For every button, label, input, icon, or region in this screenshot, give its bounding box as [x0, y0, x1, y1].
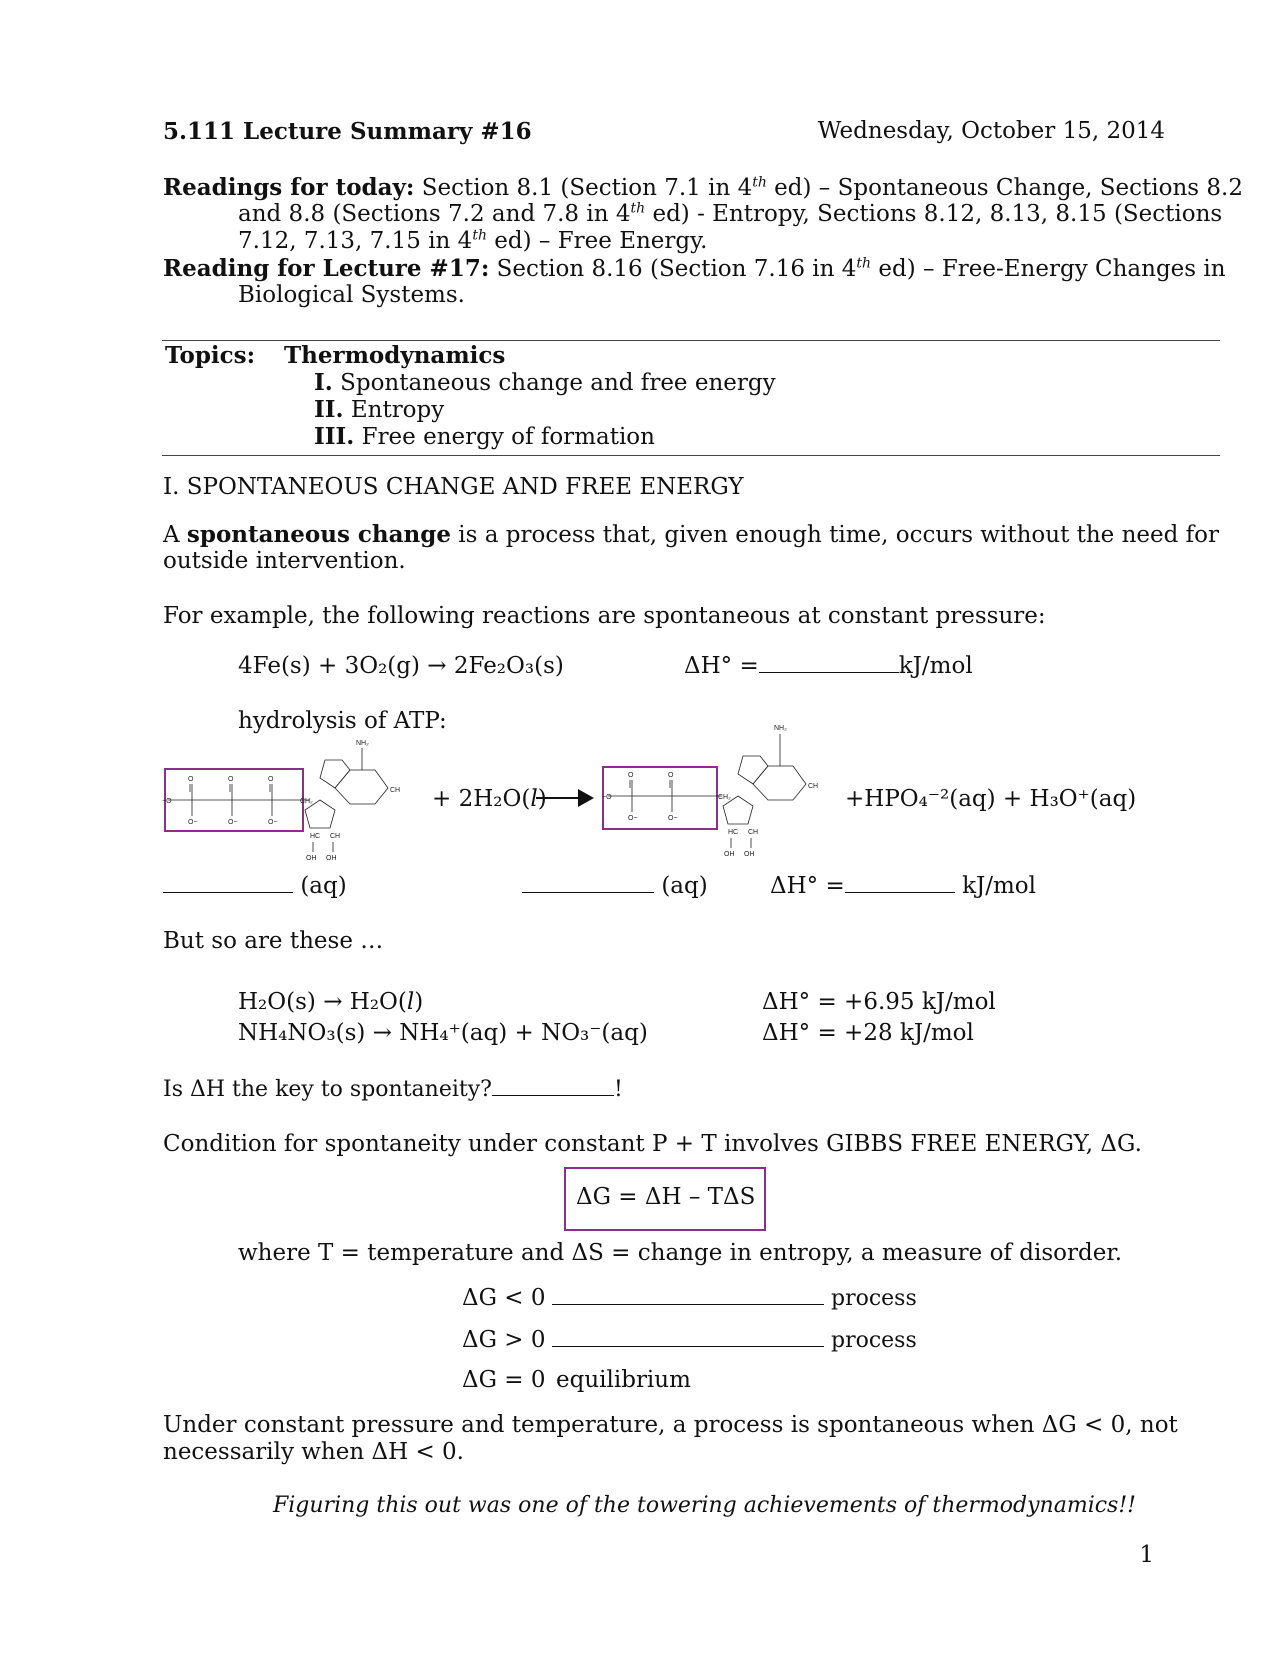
atp-products: +HPO₄⁻²(aq) + H₃O⁺(aq) — [845, 786, 1137, 812]
topics-label: Topics: — [165, 342, 256, 369]
atp-molecule — [160, 730, 440, 874]
dg-positive: ΔG > 0 — [462, 1327, 546, 1353]
svg-text:O−: O− — [668, 815, 678, 822]
topic-item: I. Spontaneous change and free energy — [314, 369, 776, 396]
svg-text:CH: CH — [748, 829, 759, 836]
definition-line2: outside intervention. — [163, 548, 406, 574]
definition-line1: A spontaneous change is a process that, given enough time, occurs without the need for — [163, 521, 1220, 548]
svg-text:O: O — [668, 772, 674, 779]
dg-negative: ΔG < 0 — [462, 1285, 546, 1311]
gibbs-definitions: where T = temperature and ΔS = change in entropy, a measure of disorder. — [238, 1240, 1123, 1266]
readings-today-line3: 7.12, 7.13, 7.15 in 4th ed) – Free Energy. — [238, 227, 708, 254]
svg-text:OH: OH — [724, 851, 735, 858]
answer-blank[interactable] — [552, 1328, 824, 1347]
svg-text:CH₂: CH₂ — [300, 798, 313, 805]
topics-top-rule — [162, 340, 1220, 341]
svg-text:O−: O− — [188, 819, 198, 826]
answer-blank[interactable] — [845, 874, 955, 893]
svg-text:HC: HC — [310, 833, 321, 840]
reaction-iron-oxidation: 4Fe(s) + 3O₂(g) → 2Fe₂O₃(s) — [238, 653, 564, 679]
svg-text:−O: −O — [602, 794, 612, 801]
readings-today-line1: Readings for today: Section 8.1 (Section 7.1 in 4th ed) – Spontaneous Change, Sections 8.2 — [163, 174, 1244, 201]
reaction-ice-enthalpy: ΔH° = +6.95 kJ/mol — [762, 989, 996, 1015]
topic-item: II. Entropy — [314, 396, 445, 423]
svg-text:O: O — [628, 772, 634, 779]
svg-text:CH: CH — [390, 787, 401, 794]
readings-today-label: Readings for today: — [163, 174, 415, 201]
dg-positive-line: process — [552, 1327, 917, 1354]
svg-text:OH: OH — [326, 855, 337, 862]
arrow-head-icon — [578, 789, 594, 807]
definition-term: spontaneous change — [186, 521, 451, 548]
readings-next-label: Reading for Lecture #17: — [163, 255, 490, 282]
svg-text:CH₂: CH₂ — [718, 794, 731, 801]
example-intro: For example, the following reactions are spontaneous at constant pressure: — [163, 603, 1046, 629]
readings-next-line1: Reading for Lecture #17: Section 8.16 (Section 7.16 in 4th ed) – Free-Energy Changes in — [163, 255, 1226, 282]
atp-water-reactant: + 2H₂O(l) — [432, 786, 547, 812]
atp-name-line: (aq) — [163, 873, 347, 900]
answer-blank[interactable] — [759, 654, 899, 673]
atp-label: hydrolysis of ATP: — [238, 708, 447, 734]
dg-zero: ΔG = 0 — [462, 1367, 546, 1393]
svg-text:O: O — [228, 776, 234, 783]
gibbs-equation: ΔG = ΔH – TΔS — [576, 1184, 756, 1210]
svg-text:O−: O− — [268, 819, 278, 826]
svg-text:CH: CH — [808, 783, 819, 790]
lecture-title: 5.111 Lecture Summary #16 — [163, 118, 532, 145]
reaction-iron-enthalpy: ΔH° = kJ/mol — [684, 653, 973, 679]
reaction-ammonium-nitrate: NH₄NO₃(s) → NH₄⁺(aq) + NO₃⁻(aq) — [238, 1020, 648, 1046]
spontaneity-question: Is ΔH the key to spontaneity? ! — [163, 1077, 623, 1102]
section-heading: I. SPONTANEOUS CHANGE AND FREE ENERGY — [163, 474, 744, 500]
svg-text:NH₂: NH₂ — [774, 725, 787, 732]
svg-text:O: O — [268, 776, 274, 783]
but-so-text: But so are these … — [163, 928, 384, 954]
svg-text:CH: CH — [330, 833, 341, 840]
lecture-date: Wednesday, October 15, 2014 — [817, 118, 1165, 144]
answer-blank[interactable] — [552, 1286, 824, 1305]
answer-blank[interactable] — [492, 1077, 614, 1096]
answer-blank[interactable] — [522, 874, 654, 893]
gibbs-condition: Condition for spontaneity under constant P + T involves GIBBS FREE ENERGY, ΔG. — [163, 1131, 1142, 1157]
svg-text:O−: O− — [228, 819, 238, 826]
reaction-ammonium-enthalpy: ΔH° = +28 kJ/mol — [762, 1020, 974, 1046]
svg-text:OH: OH — [306, 855, 317, 862]
svg-text:−O: −O — [162, 798, 172, 805]
atp-enthalpy: ΔH° = kJ/mol — [770, 873, 1036, 899]
topic-item: III. Free energy of formation — [314, 423, 655, 450]
equilibrium-label: equilibrium — [556, 1367, 691, 1393]
readings-today-line2: and 8.8 (Sections 7.2 and 7.8 in 4th ed) - Entropy, Sections 8.12, 8.13, 8.15 (Sections — [238, 200, 1223, 227]
adp-molecule — [600, 718, 840, 872]
topics-heading: Thermodynamics — [284, 342, 506, 369]
reaction-ice-melting: H₂O(s) → H₂O(l) — [238, 989, 424, 1015]
svg-text:OH: OH — [744, 851, 755, 858]
summary-line1: Under constant pressure and temperature, a process is spontaneous when ΔG < 0, not — [163, 1412, 1178, 1438]
topics-bottom-rule — [162, 455, 1220, 456]
answer-blank[interactable] — [163, 874, 293, 893]
summary-line2: necessarily when ΔH < 0. — [163, 1439, 464, 1465]
svg-text:NH₂: NH₂ — [356, 740, 369, 747]
readings-next-line2: Biological Systems. — [238, 282, 465, 308]
adp-name-line: (aq) — [522, 873, 708, 900]
closing-remark: Figuring this out was one of the towering achievements of thermodynamics!! — [273, 1493, 1137, 1518]
svg-text:O−: O− — [628, 815, 638, 822]
svg-text:O: O — [188, 776, 194, 783]
dg-negative-line: process — [552, 1285, 917, 1312]
svg-text:HC: HC — [728, 829, 739, 836]
page-number: 1 — [1139, 1542, 1154, 1568]
